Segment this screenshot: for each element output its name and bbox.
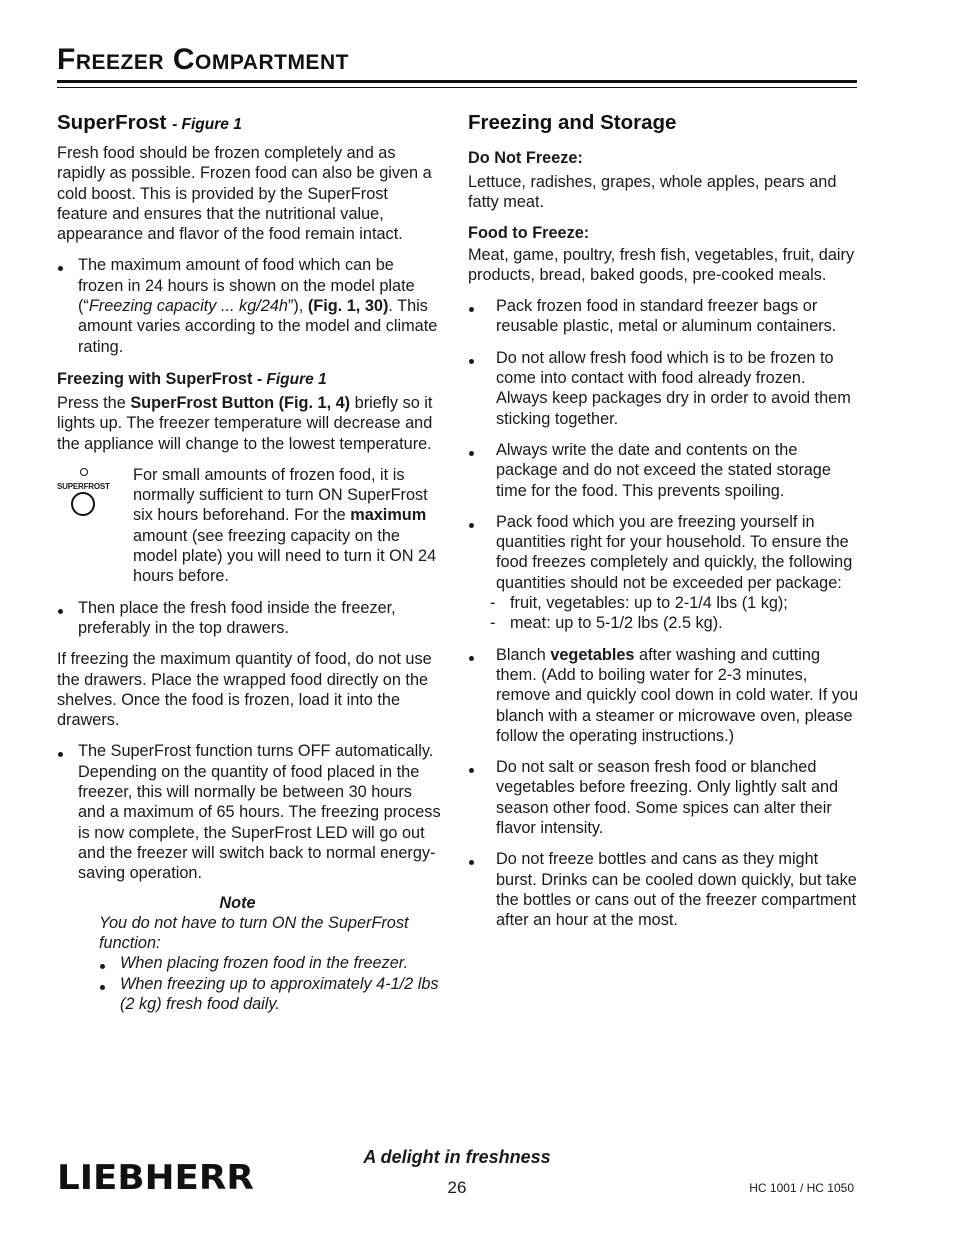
quantity-item: - fruit, vegetables: up to 2-1/4 lbs (1 kg);: [496, 593, 858, 613]
superfrost-bullets-2: [57, 598, 442, 639]
text-run: ”),: [287, 297, 308, 316]
text-run: Pack food which you are freezing yourself in quantities right for your household. To ensure the food freezes completely and quickly, the following quantities should not be exceeded per package:: [496, 512, 853, 592]
list-item: Then place the fresh food inside the freezer, preferably in the top drawers.: [57, 598, 442, 639]
sub-heading-figure-ref: - Figure 1: [256, 370, 327, 388]
sub-heading-text: Freezing with SuperFrost: [57, 369, 253, 388]
superfrost-icon-label: SUPERFROST: [57, 481, 110, 491]
note-box: [57, 893, 442, 1015]
note-list: [99, 953, 442, 1014]
left-column: [57, 108, 442, 1014]
text-run: amount (see freezing capacity on the model plate) you will need to turn it ON 24 hours before.: [133, 526, 437, 586]
do-not-freeze-text: Lettuce, radishes, grapes, whole apples, pears and fatty meat.: [468, 173, 837, 212]
list-item: [468, 645, 858, 746]
do-not-freeze-heading: Do Not Freeze:: [468, 149, 583, 167]
superfrost-bullets-1: [57, 255, 442, 356]
superfrost-button-icon: [57, 465, 133, 587]
list-item: Do not salt or season fresh food or blanched vegetables before freezing. Only lightly salt and season other food. Some spices can alter their flavor intensity.: [468, 757, 858, 838]
text-run-italic: Freezing capacity ... kg/24h: [88, 297, 288, 316]
list-item: When placing frozen food in the freezer.: [99, 953, 442, 973]
note-text: You do not have to turn ON the SuperFrost function:: [99, 913, 409, 953]
text-run: . This amount varies according to the model and climate rating.: [78, 297, 438, 356]
list-item: The SuperFrost function turns OFF automatically. Depending on the quantity of food placed in the freezer, this will normally be between 30 hours and a maximum of 65 hours. The freezing process is now complete, the SuperFrost LED will go out and the freezer will switch back to normal energy-saving operation.: [57, 741, 442, 883]
superfrost-heading: [57, 108, 442, 140]
footer-tagline: A delight in freshness: [363, 1147, 551, 1167]
superfrost-bullets-3: [57, 741, 442, 883]
food-to-freeze-text: Meat, game, poultry, fresh fish, vegetables, fruit, dairy products, bread, baked goods, pre-cooked meals.: [468, 245, 855, 284]
page-title-text: Freezer Compartment: [57, 43, 349, 76]
right-column: [468, 108, 858, 942]
list-item: Do not allow fresh food which is to be frozen to come into contact with food already frozen. Always keep packages dry in order to avoid them sticking together.: [468, 348, 858, 429]
list-item: When freezing up to approximately 4-1/2 lbs (2 kg) fresh food daily.: [99, 974, 442, 1015]
press-instructions: [57, 393, 442, 454]
list-item: Always write the date and contents on the package and do not exceed the stated storage time for the food. This prevents spoiling.: [468, 440, 858, 501]
superfrost-heading-text: SuperFrost: [57, 111, 167, 134]
list-item: [57, 255, 442, 356]
led-icon: [80, 468, 88, 476]
page-title: [57, 40, 349, 80]
storage-bullets: [468, 296, 858, 930]
max-quantity-text: If freezing the maximum quantity of food, do not use the drawers. Place the wrapped food directly on the shelves. Once the food is frozen, load it into the drawers.: [57, 650, 432, 730]
superfrost-intro: Fresh food should be frozen completely and as rapidly as possible. Frozen food can also be given a cold boost. This is provided by the SuperFrost feature and ensures that the nutritional value, appearance and flavor of the food remain intact.: [57, 144, 432, 244]
text-run-bold: vegetables: [550, 645, 635, 664]
text-run: briefly so it lights up. The freezer temperature will decrease and the appliance will change to the lowest temperature.: [57, 393, 433, 453]
list-item: [468, 512, 858, 634]
quantity-item: - meat: up to 5-1/2 lbs (2.5 kg).: [496, 613, 858, 633]
title-rule-thin: [57, 87, 857, 88]
page-number: 26: [447, 1178, 467, 1197]
text-run: after washing and cutting them. (Add to boiling water for 2-3 minutes, remove and quickly cool down in cold water. If you blanch with a steamer or microwave oven, please follow the operating instructions.): [496, 645, 858, 745]
text-run: The maximum amount of food which can be frozen in 24 hours is shown on the model plate (“: [78, 256, 415, 316]
small-amounts-text: [133, 465, 442, 587]
note-title: Note: [219, 893, 256, 912]
title-rule-thick: [57, 80, 857, 83]
list-item: Pack frozen food in standard freezer bags or reusable plastic, metal or aluminum containers.: [468, 296, 858, 337]
list-item: Do not freeze bottles and cans as they might burst. Drinks can be cooled down quickly, but take the bottles or cans out of the freezer compartment after an hour at the most.: [468, 849, 858, 930]
text-run-bold: (Fig. 1, 30): [307, 297, 389, 316]
text-run-bold: SuperFrost Button (Fig. 1, 4): [130, 393, 351, 412]
superfrost-figure-ref: - Figure 1: [172, 116, 242, 133]
liebherr-logo: LIEBHERR: [57, 1158, 254, 1198]
superfrost-icon-row: [57, 465, 442, 587]
text-run: Press the: [57, 393, 131, 412]
button-circle-icon: [71, 492, 95, 516]
freezing-storage-heading: Freezing and Storage: [468, 111, 677, 134]
freezing-with-superfrost-heading: [57, 368, 442, 391]
text-run-bold: maximum: [350, 506, 427, 525]
text-run: For small amounts of frozen food, it is normally sufficient to turn ON SuperFrost six hours beforehand. For the: [133, 465, 428, 525]
food-to-freeze-heading: Food to Freeze:: [468, 223, 590, 242]
text-run: Blanch: [496, 645, 551, 664]
quantity-list: [496, 593, 858, 634]
model-number: HC 1001 / HC 1050: [749, 1181, 854, 1195]
